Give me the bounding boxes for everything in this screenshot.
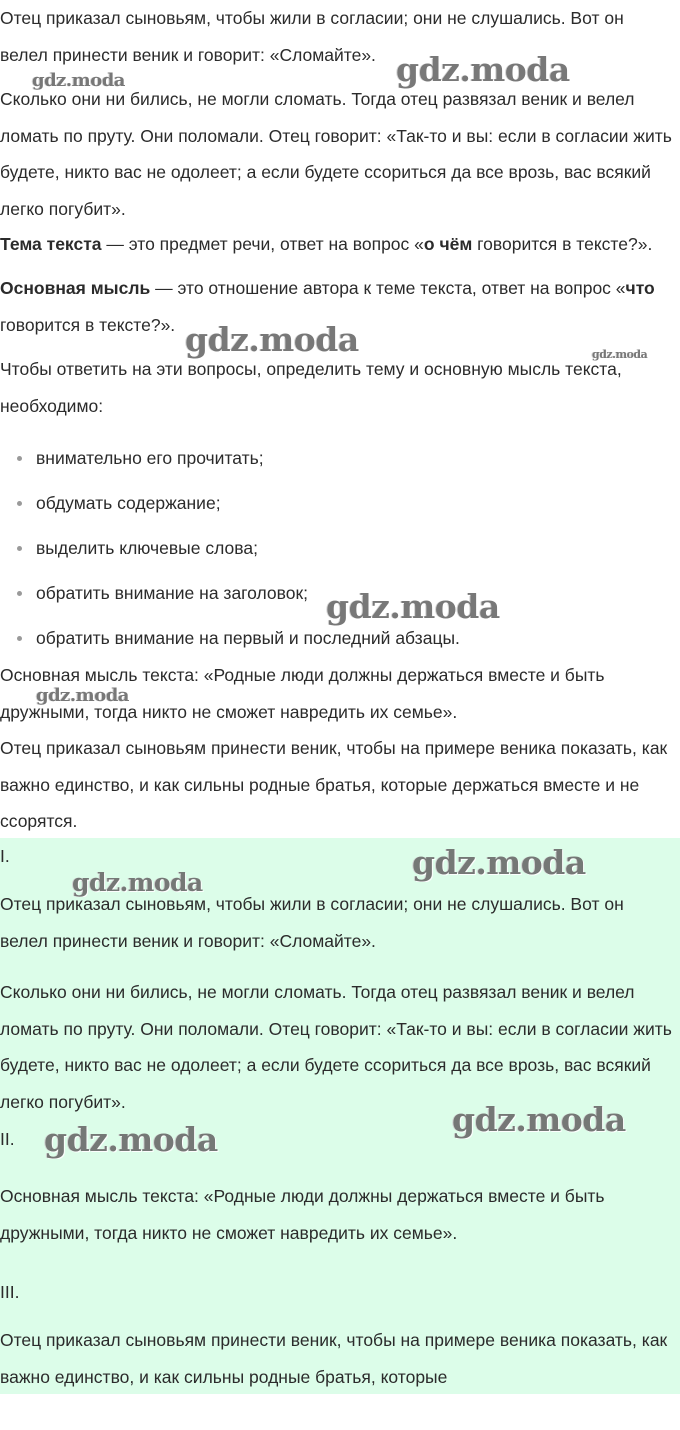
list-item-text: обдумать содержание; xyxy=(36,493,221,513)
watermark-logo: gdz.moda xyxy=(185,320,359,359)
watermark-logo: gdz.moda xyxy=(592,348,648,361)
list-item xyxy=(0,485,676,530)
watermark-logo: gdz.moda xyxy=(44,1120,218,1159)
list-item-text: обратить внимание на заголовок; xyxy=(36,583,309,603)
watermark-logo: gdz.moda xyxy=(412,843,586,882)
main-idea-definition-text: — это отношение автора к теме текста, ответ на вопрос « xyxy=(150,278,626,298)
theme-definition-end: говорится в тексте?». xyxy=(472,234,653,254)
bullet-icon xyxy=(17,591,22,596)
answer-part-number-1: I. xyxy=(0,846,10,866)
answer-paragraph-3: Основная мысль текста: «Родные люди должны держаться вместе и быть дружными, тогда никто не сможет навредить их семье». xyxy=(0,1186,605,1243)
explanation-paragraph: Отец приказал сыновьям принести веник, чтобы на примере веника показать, как важно единство, и как сильны родные братья, которые держаться вместе и не ссорятся. xyxy=(0,738,668,831)
main-idea-answer: Основная мысль текста: «Родные люди должны держаться вместе и быть дружными, тогда никто не сможет навредить их семье». xyxy=(0,665,605,722)
watermark-logo: gdz.moda xyxy=(452,1100,626,1139)
steps-list xyxy=(0,440,676,665)
answer-part-number-2: II. xyxy=(0,1129,15,1149)
answer-paragraph-1: Отец приказал сыновьям, чтобы жили в согласии; они не слушались. Вот он велел принести веник и говорит: «Сломайте». xyxy=(0,894,624,951)
main-idea-question-bold: что xyxy=(625,278,655,298)
watermark-logo: gdz.moda xyxy=(326,587,500,626)
theme-question-bold: о чём xyxy=(423,234,473,254)
theme-term: Тема текста xyxy=(0,234,102,254)
list-item-text: внимательно его прочитать; xyxy=(36,448,264,468)
watermark-logo: gdz.moda xyxy=(32,70,125,91)
theme-definition-text: — это предмет речи, ответ на вопрос « xyxy=(101,234,424,254)
bullet-icon xyxy=(17,456,22,461)
bullet-icon xyxy=(17,546,22,551)
list-item xyxy=(0,440,676,485)
watermark-logo: gdz.moda xyxy=(396,50,570,89)
story-paragraph-1: Отец приказал сыновьям, чтобы жили в согласии; они не слушались. Вот он велел принести веник и говорит: «Сломайте». xyxy=(0,8,624,65)
bullet-icon xyxy=(17,501,22,506)
main-idea-definition-end: говорится в тексте?». xyxy=(0,314,176,335)
answer-paragraph-2: Сколько они ни бились, не могли сломать. Тогда отец развязал веник и велел ломать по пруту. Они поломали. Отец говорит: «Так-то и вы: если в согласии жить будете, никто вас не одолеет; а если будете ссориться да все врозь, вас всякий легко погубит». xyxy=(0,982,672,1112)
watermark-logo: gdz.moda xyxy=(36,685,129,706)
answer-part-number-3: III. xyxy=(0,1282,20,1302)
watermark-logo: gdz.moda xyxy=(72,868,203,897)
theme-definition xyxy=(0,226,676,263)
answer-paragraph-4: Отец приказал сыновьям принести веник, чтобы на примере веника показать, как важно единство, и как сильны родные братья, которые xyxy=(0,1330,668,1387)
list-item xyxy=(0,530,676,575)
main-idea-term: Основная мысль xyxy=(0,278,151,298)
list-item-text: выделить ключевые слова; xyxy=(36,538,258,558)
steps-intro: Чтобы ответить на эти вопросы, определить тему и основную мысль текста, необходимо: xyxy=(0,359,622,416)
list-item-text: обратить внимание на первый и последний абзацы. xyxy=(36,628,460,648)
story-paragraph-2: Сколько они ни бились, не могли сломать. Тогда отец развязал веник и велел ломать по пруту. Они поломали. Отец говорит: «Так-то и вы: если в согласии жить будете, никто вас не одолеет; а если будете ссориться да все врозь, вас всякий легко погубит». xyxy=(0,89,672,219)
bullet-icon xyxy=(17,636,22,641)
